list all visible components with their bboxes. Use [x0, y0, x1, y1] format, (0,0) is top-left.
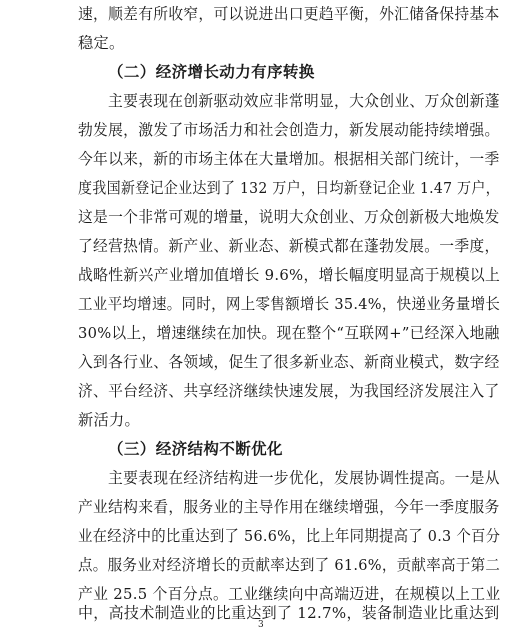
paragraph-line: 产业 25.5 个百分点。工业继续向中高端迈进，在规模以上工业 [78, 585, 501, 603]
paragraph-line: 速，顺差有所收窄，可以说进出口更趋平衡，外汇储备保持基本 [78, 5, 500, 23]
paragraph-line: 新活力。 [78, 411, 140, 429]
paragraph-line: 30%以上，增速继续在加快。现在整个“互联网+”已经深入地融 [78, 324, 500, 342]
paragraph-line: 度我国新登记企业达到了 132 万户，日均新登记企业 1.47 万户， [78, 179, 500, 197]
paragraph-line: 业在经济中的比重达到了 56.6%，比上年同期提高了 0.3 个百分 [78, 527, 501, 545]
paragraph-line: 主要表现在创新驱动效应非常明显，大众创业、万众创新蓬 [108, 92, 500, 110]
paragraph-line: 主要表现在经济结构进一步优化，发展协调性提高。一是从 [108, 469, 500, 487]
paragraph-line: 济、平台经济、共享经济继续快速发展，为我国经济发展注入了 [78, 382, 500, 400]
paragraph-line: 入到各行业、各领域，促生了很多新业态、新商业模式，数字经 [78, 353, 500, 371]
page-number: 3 [258, 620, 264, 630]
paragraph-line: 了经营热情。新产业、新业态、新模式都在蓬勃发展。一季度， [78, 237, 500, 255]
paragraph-line: 产业结构来看，服务业的主导作用在继续增强，今年一季度服务 [78, 498, 500, 516]
paragraph-line: 这是一个非常可观的增量，说明大众创业、万众创新极大地焕发 [78, 208, 500, 226]
paragraph-line: 今年以来，新的市场主体在大量增加。根据相关部门统计，一季 [78, 150, 500, 168]
paragraph-line: 勃发展，激发了市场活力和社会创造力，新发展动能持续增强。 [78, 121, 500, 139]
paragraph-line: 战略性新兴产业增加值增长 9.6%，增长幅度明显高于规模以上 [78, 266, 501, 284]
paragraph-line: 稳定。 [78, 34, 125, 52]
paragraph-line: 点。服务业对经济增长的贡献率达到了 61.6%，贡献率高于第二 [78, 556, 501, 574]
paragraph-line: 中，高技术制造业的比重达到了 12.7%，装备制造业比重达到 [78, 604, 500, 622]
section-heading: （三）经济结构不断优化 [108, 440, 283, 458]
paragraph-line: 工业平均增速。同时，网上零售额增长 35.4%，快递业务量增长 [78, 295, 501, 313]
section-heading: （二）经济增长动力有序转换 [108, 63, 315, 81]
